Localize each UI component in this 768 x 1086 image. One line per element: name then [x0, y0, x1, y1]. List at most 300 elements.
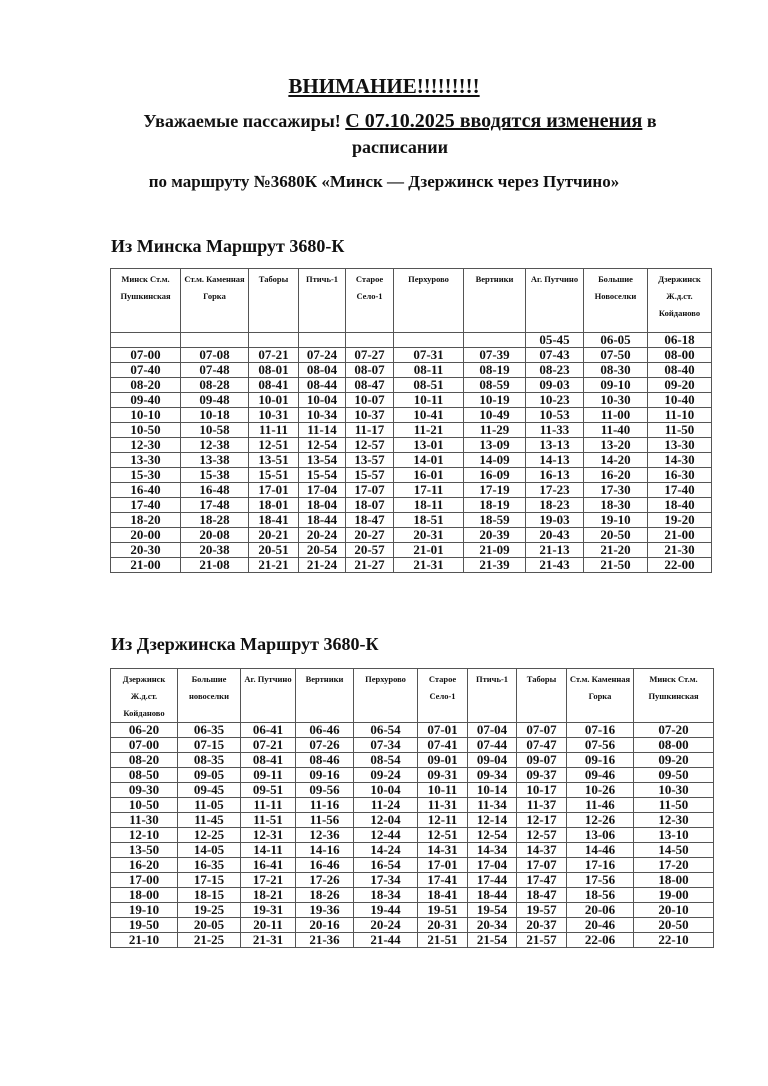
time-cell: 12-30 [111, 438, 181, 453]
intro-suffix: в расписании [351, 111, 657, 157]
time-cell: 12-30 [634, 813, 714, 828]
column-header: Минск Ст.м. Пушкинская [634, 669, 714, 723]
time-cell: 19-50 [111, 918, 178, 933]
column-header: Большие новоселки [178, 669, 241, 723]
time-cell: 09-46 [567, 768, 634, 783]
time-cell: 07-15 [178, 738, 241, 753]
time-cell: 16-48 [181, 483, 249, 498]
time-cell: 05-45 [526, 333, 584, 348]
time-cell: 21-00 [648, 528, 712, 543]
time-cell: 10-53 [526, 408, 584, 423]
time-cell: 19-10 [111, 903, 178, 918]
time-cell: 10-58 [181, 423, 249, 438]
time-cell: 14-34 [468, 843, 517, 858]
time-cell: 21-54 [468, 933, 517, 948]
time-cell: 20-08 [181, 528, 249, 543]
time-cell: 17-41 [418, 873, 468, 888]
table-row [111, 423, 712, 438]
column-header: Старое Село-1 [418, 669, 468, 723]
time-cell: 11-46 [567, 798, 634, 813]
time-cell: 17-11 [394, 483, 464, 498]
intro-highlight: С 07.10.2025 вводятся изменения [345, 110, 643, 132]
time-cell: 20-34 [468, 918, 517, 933]
intro-paragraph [130, 108, 670, 160]
column-header: Ст.м. Каменная Горка [567, 669, 634, 723]
time-cell: 13-51 [249, 453, 299, 468]
time-cell: 07-41 [418, 738, 468, 753]
time-cell: 17-44 [468, 873, 517, 888]
time-cell: 14-11 [241, 843, 296, 858]
time-cell: 10-19 [464, 393, 526, 408]
time-cell: 14-24 [354, 843, 418, 858]
time-cell: 13-09 [464, 438, 526, 453]
time-cell: 13-30 [111, 453, 181, 468]
time-cell: 16-20 [111, 858, 178, 873]
time-cell: 17-34 [354, 873, 418, 888]
time-cell: 18-28 [181, 513, 249, 528]
time-cell: 11-14 [299, 423, 346, 438]
time-cell: 17-16 [567, 858, 634, 873]
time-cell: 11-31 [418, 798, 468, 813]
time-cell: 14-09 [464, 453, 526, 468]
time-cell: 19-54 [468, 903, 517, 918]
time-cell: 14-30 [648, 453, 712, 468]
time-cell: 09-45 [178, 783, 241, 798]
time-cell: 21-50 [584, 558, 648, 573]
route-line: по маршруту №3680К «Минск — Дзержинск через Путчино» [148, 172, 620, 191]
time-cell: 14-50 [634, 843, 714, 858]
column-header: Ст.м. Каменная Горка [181, 269, 249, 333]
time-cell: 16-40 [111, 483, 181, 498]
time-cell: 11-00 [584, 408, 648, 423]
time-cell: 12-14 [468, 813, 517, 828]
time-cell: 18-40 [648, 498, 712, 513]
time-cell: 19-36 [296, 903, 354, 918]
time-cell: 08-51 [394, 378, 464, 393]
time-cell: 17-40 [648, 483, 712, 498]
time-cell: 07-04 [468, 723, 517, 738]
time-cell: 10-17 [517, 783, 567, 798]
time-cell: 19-57 [517, 903, 567, 918]
time-cell: 11-50 [634, 798, 714, 813]
table-row [111, 933, 714, 948]
time-cell: 10-49 [464, 408, 526, 423]
time-cell: 21-13 [526, 543, 584, 558]
time-cell: 09-34 [468, 768, 517, 783]
column-header: Дзержинск Ж.д.ст. Койданово [648, 269, 712, 333]
time-cell: 20-51 [249, 543, 299, 558]
time-cell: 08-54 [354, 753, 418, 768]
time-cell: 20-27 [346, 528, 394, 543]
time-cell: 09-40 [111, 393, 181, 408]
time-cell: 10-41 [394, 408, 464, 423]
column-header: Аг. Путчино [526, 269, 584, 333]
time-cell: 19-51 [418, 903, 468, 918]
column-header: Птичь-1 [468, 669, 517, 723]
time-cell [394, 333, 464, 348]
time-cell: 07-26 [296, 738, 354, 753]
column-header: Перхурово [394, 269, 464, 333]
time-cell: 20-10 [634, 903, 714, 918]
time-cell: 08-30 [584, 363, 648, 378]
time-cell: 13-30 [648, 438, 712, 453]
time-cell: 12-26 [567, 813, 634, 828]
time-cell: 19-03 [526, 513, 584, 528]
time-cell: 21-24 [299, 558, 346, 573]
time-cell: 14-13 [526, 453, 584, 468]
time-cell: 06-46 [296, 723, 354, 738]
time-cell: 19-20 [648, 513, 712, 528]
time-cell: 11-24 [354, 798, 418, 813]
notice-title: ВНИМАНИЕ!!!!!!!!! [288, 74, 480, 98]
time-cell: 21-21 [249, 558, 299, 573]
time-cell: 06-54 [354, 723, 418, 738]
time-cell: 14-37 [517, 843, 567, 858]
table-row [111, 723, 714, 738]
time-cell: 09-16 [567, 753, 634, 768]
time-cell: 10-50 [111, 423, 181, 438]
time-cell: 08-23 [526, 363, 584, 378]
time-cell: 07-43 [526, 348, 584, 363]
time-cell: 12-54 [468, 828, 517, 843]
time-cell: 18-47 [346, 513, 394, 528]
time-cell: 21-20 [584, 543, 648, 558]
time-cell: 11-10 [648, 408, 712, 423]
time-cell: 11-40 [584, 423, 648, 438]
time-cell: 08-50 [111, 768, 178, 783]
time-cell: 21-00 [111, 558, 181, 573]
time-cell: 11-33 [526, 423, 584, 438]
time-cell: 09-16 [296, 768, 354, 783]
time-cell: 09-24 [354, 768, 418, 783]
time-cell: 18-56 [567, 888, 634, 903]
time-cell: 08-40 [648, 363, 712, 378]
time-cell: 08-19 [464, 363, 526, 378]
time-cell: 10-04 [299, 393, 346, 408]
time-cell: 17-04 [468, 858, 517, 873]
table-row [111, 813, 714, 828]
time-cell: 18-44 [468, 888, 517, 903]
time-cell: 09-05 [178, 768, 241, 783]
intro-prefix: Уважаемые пассажиры! [143, 111, 346, 131]
time-cell: 19-31 [241, 903, 296, 918]
table-header-row [111, 669, 714, 723]
time-cell: 13-01 [394, 438, 464, 453]
time-cell: 18-04 [299, 498, 346, 513]
time-cell: 20-50 [634, 918, 714, 933]
time-cell: 11-16 [296, 798, 354, 813]
time-cell: 09-01 [418, 753, 468, 768]
time-cell: 17-21 [241, 873, 296, 888]
time-cell: 07-21 [241, 738, 296, 753]
time-cell: 10-34 [299, 408, 346, 423]
time-cell: 08-00 [648, 348, 712, 363]
column-header: Вертники [464, 269, 526, 333]
table-row [111, 903, 714, 918]
time-cell: 20-24 [299, 528, 346, 543]
time-cell: 16-41 [241, 858, 296, 873]
time-cell: 15-57 [346, 468, 394, 483]
time-cell: 07-27 [346, 348, 394, 363]
time-cell: 07-56 [567, 738, 634, 753]
time-cell: 07-31 [394, 348, 464, 363]
time-cell: 09-04 [468, 753, 517, 768]
time-cell: 20-39 [464, 528, 526, 543]
table-row [111, 858, 714, 873]
time-cell: 16-09 [464, 468, 526, 483]
table-row [111, 468, 712, 483]
time-cell: 20-37 [517, 918, 567, 933]
time-cell: 10-14 [468, 783, 517, 798]
table-row [111, 798, 714, 813]
time-cell: 11-56 [296, 813, 354, 828]
table-row [111, 543, 712, 558]
time-cell: 17-19 [464, 483, 526, 498]
time-cell: 08-01 [249, 363, 299, 378]
time-cell: 22-06 [567, 933, 634, 948]
time-cell: 10-40 [648, 393, 712, 408]
time-cell: 17-48 [181, 498, 249, 513]
time-cell: 21-08 [181, 558, 249, 573]
time-cell: 13-20 [584, 438, 648, 453]
column-header: Таборы [517, 669, 567, 723]
schedule-table-from-minsk [110, 268, 712, 573]
time-cell: 10-37 [346, 408, 394, 423]
time-cell: 06-18 [648, 333, 712, 348]
time-cell: 21-25 [178, 933, 241, 948]
time-cell: 18-26 [296, 888, 354, 903]
time-cell: 09-30 [111, 783, 178, 798]
column-header: Большие Новоселки [584, 269, 648, 333]
time-cell: 18-15 [178, 888, 241, 903]
time-cell: 20-06 [567, 903, 634, 918]
time-cell: 06-41 [241, 723, 296, 738]
time-cell: 10-31 [249, 408, 299, 423]
table-row [111, 378, 712, 393]
time-cell: 15-54 [299, 468, 346, 483]
time-cell: 21-36 [296, 933, 354, 948]
time-cell: 20-46 [567, 918, 634, 933]
time-cell: 10-30 [634, 783, 714, 798]
time-cell: 07-40 [111, 363, 181, 378]
column-header: Старое Село-1 [346, 269, 394, 333]
time-cell: 21-30 [648, 543, 712, 558]
time-cell [346, 333, 394, 348]
time-cell: 10-50 [111, 798, 178, 813]
time-cell: 08-47 [346, 378, 394, 393]
time-cell: 22-10 [634, 933, 714, 948]
time-cell: 18-30 [584, 498, 648, 513]
time-cell: 20-31 [394, 528, 464, 543]
time-cell: 19-10 [584, 513, 648, 528]
time-cell: 10-26 [567, 783, 634, 798]
time-cell: 17-30 [584, 483, 648, 498]
time-cell: 16-20 [584, 468, 648, 483]
time-cell: 08-28 [181, 378, 249, 393]
time-cell: 10-07 [346, 393, 394, 408]
time-cell: 21-39 [464, 558, 526, 573]
time-cell: 20-57 [346, 543, 394, 558]
time-cell: 07-07 [517, 723, 567, 738]
time-cell: 11-05 [178, 798, 241, 813]
time-cell: 09-51 [241, 783, 296, 798]
time-cell: 16-13 [526, 468, 584, 483]
time-cell: 07-08 [181, 348, 249, 363]
column-header: Перхурово [354, 669, 418, 723]
table-row [111, 513, 712, 528]
time-cell: 07-20 [634, 723, 714, 738]
time-cell: 11-30 [111, 813, 178, 828]
time-cell [249, 333, 299, 348]
time-cell: 13-06 [567, 828, 634, 843]
time-cell: 07-21 [249, 348, 299, 363]
time-cell: 18-51 [394, 513, 464, 528]
table-header-row [111, 269, 712, 333]
time-cell: 17-56 [567, 873, 634, 888]
time-cell: 13-10 [634, 828, 714, 843]
time-cell: 08-41 [249, 378, 299, 393]
table-row [111, 333, 712, 348]
time-cell: 12-11 [418, 813, 468, 828]
time-cell: 20-30 [111, 543, 181, 558]
time-cell: 08-04 [299, 363, 346, 378]
time-cell: 13-38 [181, 453, 249, 468]
table-row [111, 408, 712, 423]
time-cell: 18-20 [111, 513, 181, 528]
time-cell: 20-31 [418, 918, 468, 933]
time-cell: 17-26 [296, 873, 354, 888]
time-cell: 21-31 [241, 933, 296, 948]
time-cell: 09-37 [517, 768, 567, 783]
time-cell: 12-31 [241, 828, 296, 843]
time-cell: 17-47 [517, 873, 567, 888]
time-cell: 18-19 [464, 498, 526, 513]
time-cell: 09-20 [648, 378, 712, 393]
time-cell: 19-00 [634, 888, 714, 903]
column-header: Минск Ст.м. Пушкинская [111, 269, 181, 333]
time-cell: 17-07 [346, 483, 394, 498]
table-row [111, 483, 712, 498]
time-cell [464, 333, 526, 348]
time-cell: 14-01 [394, 453, 464, 468]
time-cell: 16-30 [648, 468, 712, 483]
time-cell: 17-40 [111, 498, 181, 513]
time-cell: 10-10 [111, 408, 181, 423]
time-cell: 08-11 [394, 363, 464, 378]
time-cell: 14-20 [584, 453, 648, 468]
column-header: Дзержинск Ж.д.ст. Койданово [111, 669, 178, 723]
time-cell: 20-21 [249, 528, 299, 543]
time-cell: 12-17 [517, 813, 567, 828]
table-row [111, 558, 712, 573]
time-cell: 11-37 [517, 798, 567, 813]
time-cell: 07-48 [181, 363, 249, 378]
time-cell: 12-10 [111, 828, 178, 843]
table-row [111, 768, 714, 783]
time-cell: 09-50 [634, 768, 714, 783]
time-cell: 17-01 [249, 483, 299, 498]
time-cell: 21-51 [418, 933, 468, 948]
time-cell: 18-01 [249, 498, 299, 513]
time-cell: 20-43 [526, 528, 584, 543]
time-cell: 12-38 [181, 438, 249, 453]
time-cell: 21-09 [464, 543, 526, 558]
time-cell: 16-46 [296, 858, 354, 873]
table-row [111, 453, 712, 468]
time-cell: 18-11 [394, 498, 464, 513]
time-cell: 19-44 [354, 903, 418, 918]
time-cell: 09-11 [241, 768, 296, 783]
time-cell: 11-11 [241, 798, 296, 813]
time-cell: 07-39 [464, 348, 526, 363]
time-cell: 20-50 [584, 528, 648, 543]
time-cell: 10-04 [354, 783, 418, 798]
time-cell: 08-20 [111, 753, 178, 768]
column-header: Птичь-1 [299, 269, 346, 333]
time-cell: 12-51 [418, 828, 468, 843]
time-cell: 12-44 [354, 828, 418, 843]
time-cell: 11-45 [178, 813, 241, 828]
time-cell: 08-59 [464, 378, 526, 393]
table-row [111, 498, 712, 513]
time-cell: 09-03 [526, 378, 584, 393]
time-cell: 07-34 [354, 738, 418, 753]
time-cell: 20-24 [354, 918, 418, 933]
table-row [111, 438, 712, 453]
time-cell: 16-35 [178, 858, 241, 873]
time-cell: 22-00 [648, 558, 712, 573]
time-cell: 07-24 [299, 348, 346, 363]
time-cell: 20-11 [241, 918, 296, 933]
time-cell: 10-11 [394, 393, 464, 408]
time-cell: 08-35 [178, 753, 241, 768]
time-cell: 14-16 [296, 843, 354, 858]
table-row [111, 843, 714, 858]
time-cell: 11-50 [648, 423, 712, 438]
time-cell: 10-23 [526, 393, 584, 408]
section-title-from-minsk: Из Минска Маршрут 3680-К [111, 236, 345, 256]
time-cell: 21-31 [394, 558, 464, 573]
table-row [111, 888, 714, 903]
time-cell: 18-41 [249, 513, 299, 528]
time-cell: 17-00 [111, 873, 178, 888]
time-cell: 09-56 [296, 783, 354, 798]
time-cell: 20-05 [178, 918, 241, 933]
time-cell [181, 333, 249, 348]
time-cell: 14-46 [567, 843, 634, 858]
time-cell: 11-21 [394, 423, 464, 438]
time-cell [111, 333, 181, 348]
table-row [111, 918, 714, 933]
table-row [111, 753, 714, 768]
time-cell: 07-01 [418, 723, 468, 738]
table-row [111, 873, 714, 888]
time-cell: 20-16 [296, 918, 354, 933]
time-cell: 10-18 [181, 408, 249, 423]
time-cell: 07-44 [468, 738, 517, 753]
time-cell: 07-00 [111, 348, 181, 363]
time-cell: 18-00 [634, 873, 714, 888]
time-cell: 06-20 [111, 723, 178, 738]
time-cell: 13-57 [346, 453, 394, 468]
column-header: Вертники [296, 669, 354, 723]
time-cell: 12-25 [178, 828, 241, 843]
time-cell: 12-57 [517, 828, 567, 843]
time-cell: 12-51 [249, 438, 299, 453]
time-cell: 08-20 [111, 378, 181, 393]
time-cell: 21-27 [346, 558, 394, 573]
time-cell: 10-30 [584, 393, 648, 408]
